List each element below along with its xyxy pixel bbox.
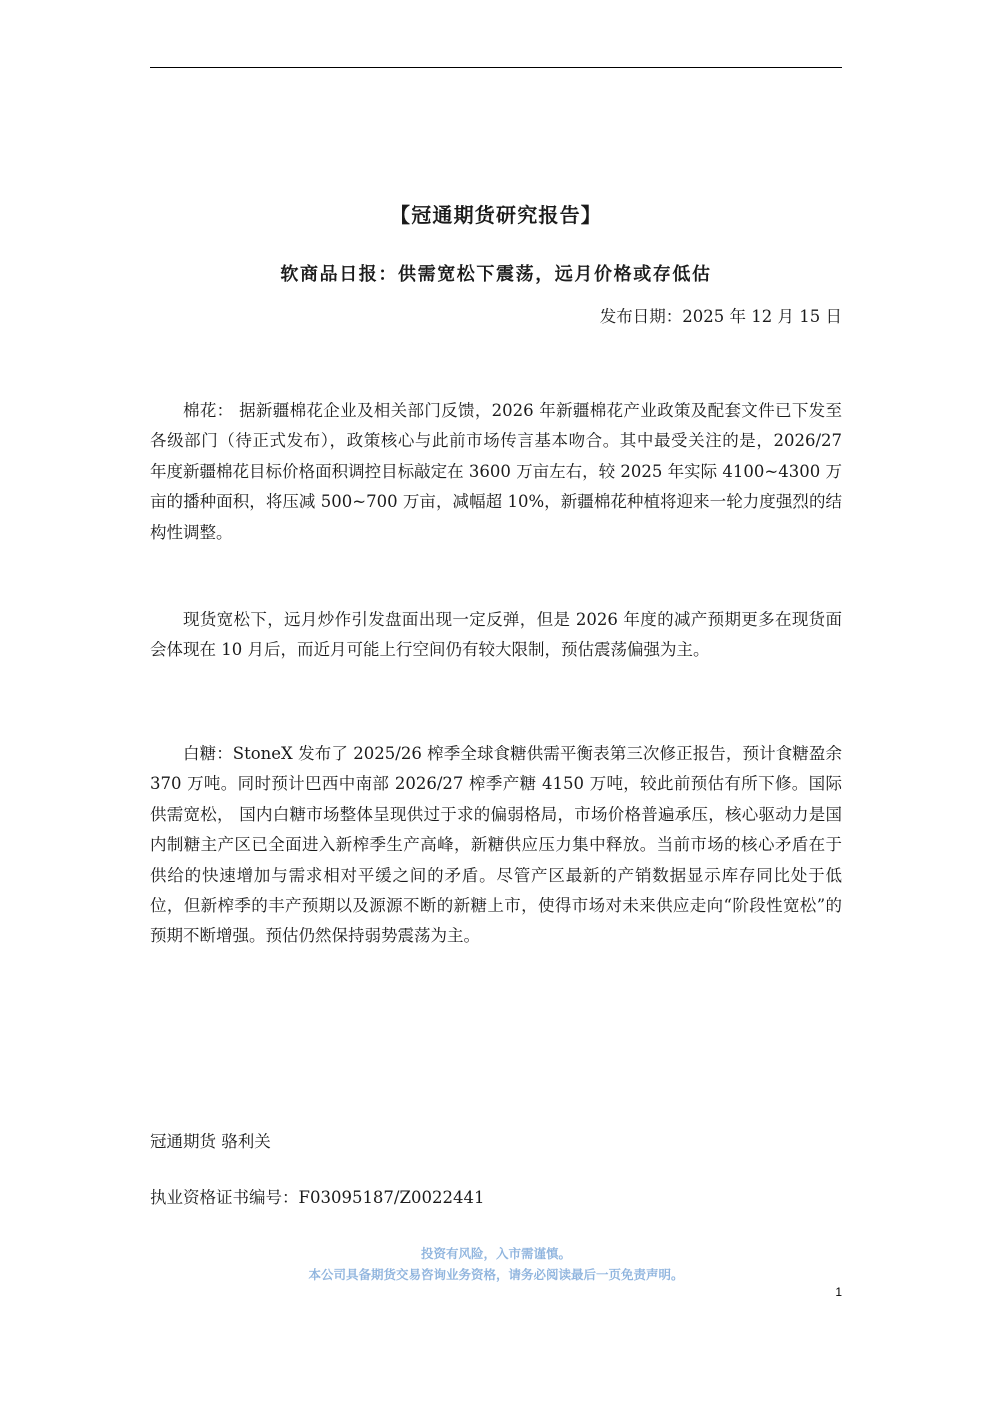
author-signature: 冠通期货 骆利关 <box>150 1132 271 1151</box>
paragraph-sugar: 白糖：StoneX 发布了 2025/26 榨季全球食糖供需平衡表第三次修正报告，预计食糖盈余 370 万吨。同时预计巴西中南部 2026/27 榨季产糖 4150 万吨，较此前预估有所下修。国际供需宽松， 国内白糖市场整体呈现供过于求的偏弱格局，市场价格普遍承压，核心驱动力是国内制糖主产区已全面进入新榨季生产高峰，新糖供应压力集中释放。当前市场的核心矛盾在于供给的快速增加与需求相对平缓之间的矛盾。尽管产区最新的产销数据显示库存同比处于低位，但新榨季的丰产预期以及源源不断的新糖上市，使得市场对未来供应走向“阶段性宽松”的预期不断增强。预估仍然保持弱势震荡为主。 <box>150 744 842 946</box>
paragraph-cotton-outlook: 现货宽松下，远月炒作引发盘面出现一定反弹，但是 2026 年度的减产预期更多在现货面会体现在 10 月后，而近月可能上行空间仍有较大限制，预估震荡偏强为主。 <box>150 610 842 660</box>
report-title: 软商品日报：供需宽松下震荡，远月价格或存低估 <box>280 264 712 285</box>
report-brand-heading: 【冠通期货研究报告】 <box>390 203 602 227</box>
page-number: 1 <box>835 1285 842 1299</box>
paragraph-cotton: 棉花： 据新疆棉花企业及相关部门反馈，2026 年新疆棉花产业政策及配套文件已下发至各级部门（待正式发布），政策核心与此前市场传言基本吻合。其中最受关注的是，2026/27 年度新疆棉花目标价格面积调控目标敲定在 3600 万亩左右，较 2025 年实际 4100~4300 万亩的播种面积，将压减 500~700 万亩，减幅超 10%，新疆棉花种植将迎来一轮力度强烈的结构性调整。 <box>150 401 842 542</box>
header-divider <box>150 67 842 68</box>
disclaimer-notice: 本公司具备期货交易咨询业务资格，请务必阅读最后一页免责声明。 <box>308 1267 684 1282</box>
risk-warning: 投资有风险，入市需谨慎。 <box>420 1246 571 1261</box>
license-number: 执业资格证书编号：F03095187/Z0022441 <box>150 1188 485 1207</box>
publish-date: 发布日期：2025 年 12 月 15 日 <box>599 307 842 326</box>
